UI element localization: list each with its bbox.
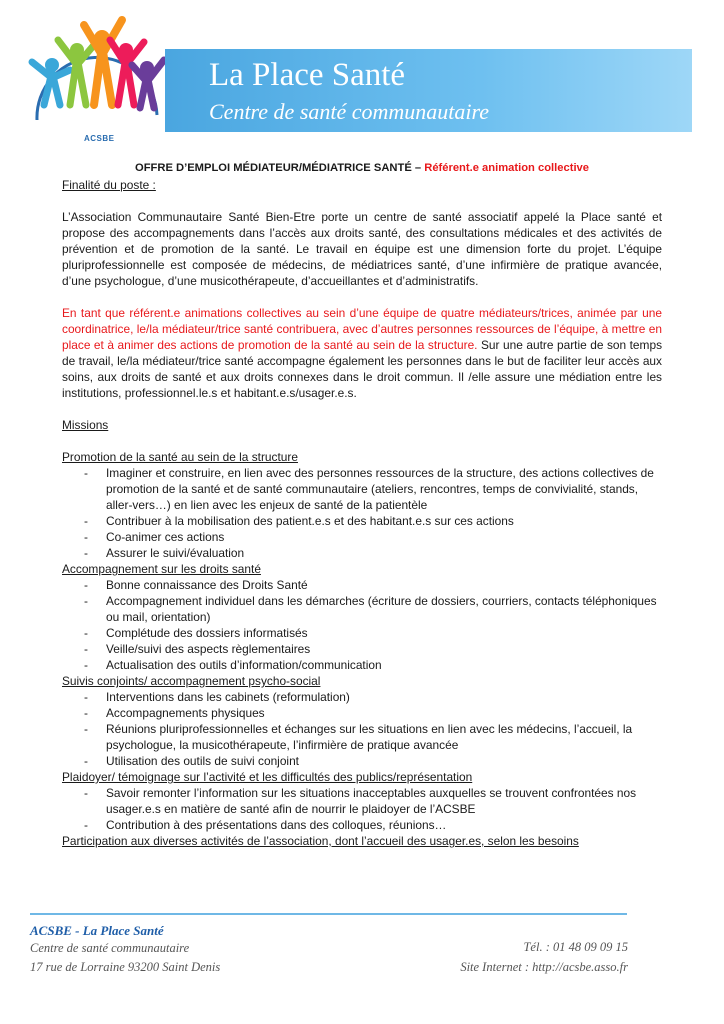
section-list-plaidoyer	[62, 785, 662, 833]
footer-line-1: Centre de santé communautaire	[30, 941, 190, 955]
job-offer-document	[62, 160, 662, 849]
banner-title: La Place Santé	[209, 57, 406, 93]
list-item: - Veille/suivi des aspects règlementaires	[62, 641, 662, 657]
section-list-suivis	[62, 689, 662, 769]
footer-tel: Tél. : 01 48 09 09 15	[523, 940, 628, 954]
section-list-droits	[62, 577, 662, 673]
list-item: - Complétude des dossiers informatisés	[62, 625, 662, 641]
finalite-heading: Finalité du poste :	[62, 178, 156, 192]
title-highlight: Référent.e animation collective	[424, 162, 589, 174]
paragraph-2-red: En tant que référent.e animations collectives au sein d’une équipe de quatre médiateurs/trices, animée par une coordinatrice, le/la médiateur/trice santé contribuera, avec d’autres personnes ressources de l’équipe, à mettre en place et à animer des actions de promotion de la santé au sein de la structure.	[62, 306, 662, 352]
missions-closing: Participation aux diverses activités de l’association, dont l’accueil des usager.es, selon les besoins	[62, 834, 579, 848]
section-list-promotion	[62, 465, 662, 561]
finalite-paragraph-1: L’Association Communautaire Santé Bien-Etre porte un centre de santé associatif appelé la Place santé et propose des accompagnements dans l’accès aux droits santé, des consultations médicales et des activités de prévention et de promotion de la santé. Le travail en équipe est une dimension forte du projet. L’équipe pluriprofessionnelle est composée de médecins, de médiatrices santé, d’une infirmière de pratique avancée, d’une psychologue, d’une musicothérapeute, d’accueillantes et d’administratifs.	[62, 210, 662, 288]
logo-figures	[32, 20, 164, 108]
section-title-suivis: Suivis conjoints/ accompagnement psycho-social	[62, 674, 321, 688]
section-title-promotion: Promotion de la santé au sein de la structure	[62, 450, 298, 464]
section-title-droits: Accompagnement sur les droits santé	[62, 562, 261, 576]
list-item: - Bonne connaissance des Droits Santé	[62, 577, 662, 593]
footer-site: Site Internet : http://acsbe.asso.fr	[460, 960, 628, 974]
list-item: - Assurer le suivi/évaluation	[62, 545, 662, 561]
list-item: - Contribuer à la mobilisation des patient.e.s et des habitant.e.s sur ces actions	[62, 513, 662, 529]
footer-address	[30, 923, 220, 977]
missions-heading: Missions	[62, 418, 109, 432]
acsbe-logo	[22, 10, 172, 140]
list-item: - Accompagnement individuel dans les démarches (écriture de dossiers, courriers, contacts téléphoniques ou mail, orientation)	[62, 593, 662, 625]
document-title	[62, 160, 662, 176]
list-item: - Actualisation des outils d’information/communication	[62, 657, 662, 673]
paragraph-2-rest: Sur une autre partie de son temps de travail, le/la médiateur/trice santé accompagne également les personnes dans le but de faciliter leur accès aux soins, aux droits de santé et aux droits connexes dans le droit commun. Il /elle assure une médiation entre les institutions, professionnel.le.s et habitant.e.s/usager.e.s.	[62, 338, 663, 400]
footer-contact	[460, 937, 628, 977]
finalite-paragraph-2	[62, 305, 662, 401]
title-main: OFFRE D’EMPLOI MÉDIATEUR/MÉDIATRICE SANTÉ –	[135, 162, 425, 174]
logo-caption: ACSBE	[84, 134, 115, 143]
section-title-plaidoyer: Plaidoyer/ témoignage sur l’activité et les difficultés des publics/représentation	[62, 770, 473, 784]
list-item: - Savoir remonter l’information sur les situations inacceptables auxquelles se trouvent confrontées nos usager.e.s en matière de santé afin de nourrir le plaidoyer de l’ACSBE	[62, 785, 662, 817]
list-item: - Utilisation des outils de suivi conjoint	[62, 753, 662, 769]
list-item: - Accompagnements physiques	[62, 705, 662, 721]
footer-org: ACSBE - La Place Santé	[30, 923, 164, 938]
list-item: - Contribution à des présentations dans des colloques, réunions…	[62, 817, 662, 833]
footer-divider	[30, 913, 627, 915]
list-item: - Interventions dans les cabinets (reformulation)	[62, 689, 662, 705]
banner-subtitle: Centre de santé communautaire	[209, 99, 490, 124]
list-item: - Imaginer et construire, en lien avec des personnes ressources de la structure, des actions collectives de promotion de la santé et de santé communautaire (ateliers, rencontres, temps de convivialité, stands, aller-vers…) en lien avec les enjeux de santé de la patientèle	[62, 465, 662, 513]
header-banner	[165, 49, 692, 132]
list-item: - Co-animer ces actions	[62, 529, 662, 545]
footer-line-2: 17 rue de Lorraine 93200 Saint Denis	[30, 960, 221, 974]
list-item: - Réunions pluriprofessionnelles et échanges sur les situations en lien avec les médecins, l’accueil, la psychologue, la musicothérapeute, l’infirmière de pratique avancée	[62, 721, 662, 753]
